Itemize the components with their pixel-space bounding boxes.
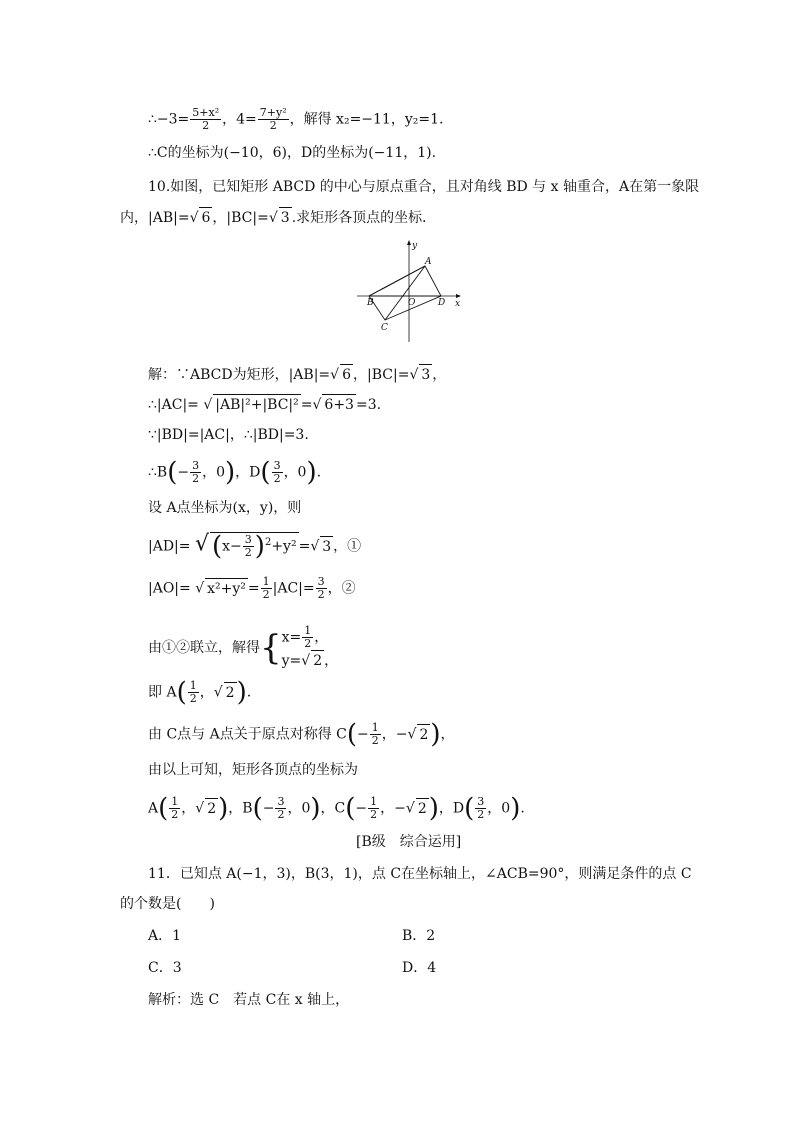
x-axis-arrow — [456, 294, 461, 298]
option-d: D．4 — [402, 960, 437, 976]
fraction: $\frac{\text{7+y²}}{2}$ — [259, 106, 287, 132]
option-c: C．3 — [148, 960, 182, 976]
label-C: C — [381, 323, 388, 333]
label-D: D — [438, 298, 446, 308]
section-heading: [B级 综合运用] — [356, 834, 462, 850]
question-11-line-1: 11．已知点 A(−1，3)，B(3，1)，点 C在坐标轴上，∠ACB=90°，则满足条件的点 C — [148, 866, 692, 882]
label-A: A — [425, 257, 432, 267]
y-axis-arrow — [407, 240, 411, 245]
question-10-line-2: 内，|AB|=√ 6 ，|BC|=√ 3 .求矩形各顶点的坐标． — [120, 207, 436, 228]
solution-step-8: 由①②联立，解得{ x= $\frac{1}{2}$ ， y=√ 2 ， — [148, 624, 339, 669]
solution-step-9: 即 A( $\frac{1}{2}$ ，√ 2). — [148, 677, 252, 708]
solution-step-12: A( $\frac{1}{2}$ ，√ 2)，B(− $\frac{3}{2}$ ，0)，C(− $\frac{1}{2}$ ，−√ 2)，D( $\frac{3}{2}$ ，0). — [148, 793, 525, 824]
solution-step-7: |AO|= √ x²+y² = $\frac{1}{2}$ |AC|= $\frac{3}{2}$ ，② — [148, 575, 356, 601]
label-x: x — [455, 299, 461, 309]
option-b: B．2 — [402, 928, 436, 944]
question-10-line-1: 10.如图，已知矩形 ABCD 的中心与原点重合，且对角线 BD 与 x 轴重合，A在第一象限 — [148, 179, 700, 195]
solution-step-10: 由 C点与 A点关于原点对称得 C(− $\frac{1}{2}$ ，−√ 2)， — [148, 719, 455, 750]
label-O: O — [408, 298, 416, 308]
solution-step-6: |AD|= √ (x− $\frac{3}{2}$ )$^2$+y² =√ 3 ，① — [148, 531, 362, 562]
solution-step-3: ∵|BD|=|AC|，∴|BD|=3. — [148, 427, 309, 443]
solution-step-4: ∴B(− $\frac{3}{2}$ ，0)，D( $\frac{3}{2}$ ，0). — [148, 457, 322, 488]
solution-step-11: 由以上可知，矩形各顶点的坐标为 — [148, 762, 358, 778]
line-AB — [369, 266, 425, 296]
fraction: $\frac{\text{5+x²}}{2}$ — [192, 106, 220, 132]
answer-analysis: 解析：选 C 若点 C在 x 轴上， — [148, 992, 350, 1008]
solution-line-2: ∴C的坐标为(−10，6)，D的坐标为(−11，1). — [148, 145, 437, 161]
solution-line-1: ∴−3= $\frac{\text{5+x²}}{2}$ ，4= $\frac{\text{7+y²}}{2}$ ，解得 x₂=−11，y₂=1. — [148, 106, 444, 132]
option-a: A．1 — [148, 928, 182, 944]
question-11-line-2: 的个数是( ) — [120, 896, 215, 912]
solution-step-1: 解：∵ABCD为矩形，|AB|=√ 6 ，|BC|=√ 3 ， — [148, 364, 446, 385]
solution-step-5: 设 A点坐标为(x，y)，则 — [148, 500, 302, 516]
label-y: y — [412, 241, 418, 251]
rectangle-figure — [355, 238, 465, 346]
solution-step-2: ∴|AC|= √ |AB|²+|BC|² =√ 6+3 =3. — [148, 394, 381, 415]
label-B: B — [367, 298, 374, 308]
text: ∴−3= — [148, 111, 190, 128]
